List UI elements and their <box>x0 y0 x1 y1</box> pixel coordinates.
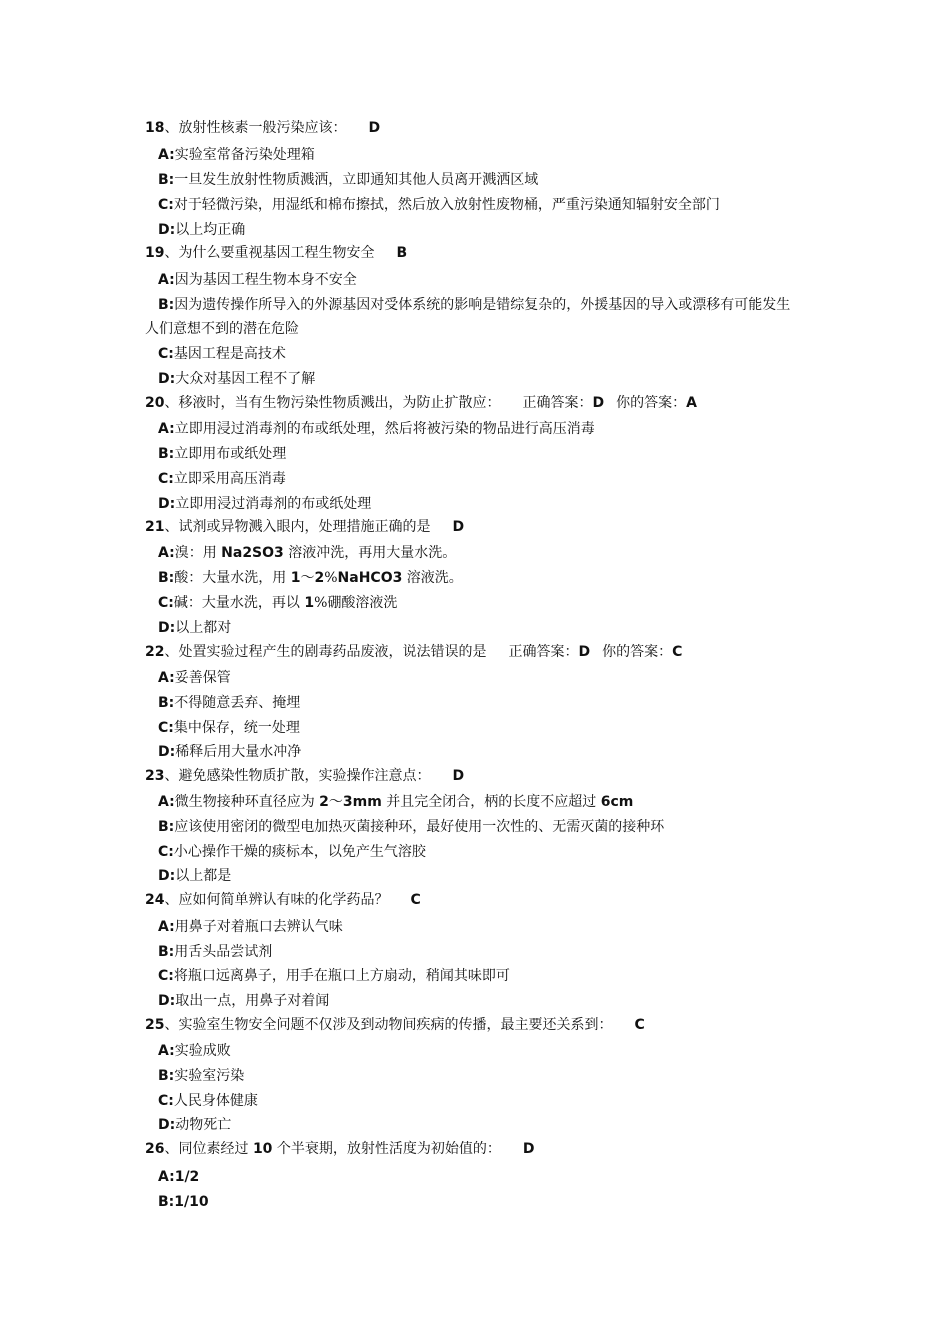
option-text: 碱：大量水洗，再以 <box>173 595 305 611</box>
chemical-formula: NaHCO3 <box>337 570 403 586</box>
option-text: 稀释后用大量水冲净 <box>175 744 302 760</box>
question-text: 、实验室生物安全问题不仅涉及到动物间疾病的传播，最主要还关系到： <box>164 1017 613 1033</box>
correct-answer-label: 正确答案： <box>522 395 593 411</box>
option-b <box>158 295 790 315</box>
option-letter: C: <box>158 346 174 362</box>
measurement: 6cm <box>600 794 634 810</box>
option-b <box>158 817 664 837</box>
option-letter: C: <box>158 1093 174 1109</box>
option-letter: A: <box>158 794 175 810</box>
question-20 <box>145 393 697 413</box>
option-text: 微生物接种环直径应为 <box>174 794 320 810</box>
option-text: 实验室常备污染处理箱 <box>174 147 315 163</box>
option-text: 立即用浸过消毒剂的布或纸处理，然后将被污染的物品进行高压消毒 <box>174 421 595 437</box>
option-text: ～ <box>300 570 315 586</box>
question-number: 24 <box>145 892 165 908</box>
option-b <box>158 1192 209 1212</box>
option-letter: D: <box>158 744 176 760</box>
option-text: 1/2 <box>174 1169 200 1185</box>
number: 1 <box>290 570 301 586</box>
option-letter: B: <box>158 819 175 835</box>
question-text: 、处置实验过程产生的剧毒药品废液，说法错误的是 <box>164 644 487 660</box>
option-letter: C: <box>158 720 174 736</box>
option-text: 以上均正确 <box>175 222 246 238</box>
option-text: 妥善保管 <box>174 670 231 686</box>
question-text: 、试剂或异物溅入眼内，处理措施正确的是 <box>164 519 431 535</box>
question-number: 25 <box>145 1017 165 1033</box>
question-26 <box>145 1139 535 1159</box>
option-letter: A: <box>158 421 175 437</box>
option-text: 动物死亡 <box>175 1117 232 1133</box>
question-text: 个半衰期，放射性活度为初始值的： <box>272 1141 501 1157</box>
chemical-formula: Na2SO3 <box>221 545 284 561</box>
option-d <box>158 991 329 1011</box>
option-letter: C: <box>158 471 174 487</box>
option-text: 人民身体健康 <box>173 1093 258 1109</box>
correct-answer-label: 正确答案： <box>508 644 579 660</box>
option-c <box>158 966 510 986</box>
question-number: 26 <box>145 1141 165 1157</box>
option-b <box>158 568 463 588</box>
option-letter: A: <box>158 1043 175 1059</box>
question-22 <box>145 642 682 662</box>
option-text: 溶液冲洗，再用大量水洗。 <box>283 545 457 561</box>
answer: D <box>592 395 605 411</box>
option-letter: C: <box>158 595 174 611</box>
answer: C <box>634 1017 645 1033</box>
option-text: 溴：用 <box>174 545 222 561</box>
option-text: 酸：大量水洗，用 <box>174 570 291 586</box>
option-d <box>158 494 371 514</box>
option-letter: C: <box>158 844 174 860</box>
option-text: 因为遗传操作所导入的外源基因对受体系统的影响是错综复杂的，外援基因的导入或漂移有可能发生 <box>174 297 791 313</box>
option-d <box>158 742 301 762</box>
option-c <box>158 593 397 613</box>
option-text: 立即用布或纸处理 <box>174 446 287 462</box>
option-text: 以上都是 <box>175 868 232 884</box>
option-c <box>158 344 286 364</box>
question-text: 、移液时，当有生物污染性物质溅出，为防止扩散应： <box>164 395 501 411</box>
option-text: 实验室污染 <box>174 1068 245 1084</box>
option-letter: A: <box>158 1169 175 1185</box>
question-number: 23 <box>145 768 165 784</box>
option-text: %硼酸溶液洗 <box>314 595 398 611</box>
question-number: 22 <box>145 644 165 660</box>
option-a <box>158 419 595 439</box>
option-d <box>158 369 315 389</box>
your-answer: A <box>686 395 697 411</box>
option-letter: C: <box>158 968 174 984</box>
option-text: % <box>324 570 338 586</box>
option-c <box>158 718 300 738</box>
option-d <box>158 866 231 886</box>
number: 1 <box>304 595 315 611</box>
option-a <box>158 1041 231 1061</box>
option-letter: A: <box>158 147 175 163</box>
option-c <box>158 195 720 215</box>
option-letter: B: <box>158 570 175 586</box>
option-b <box>158 942 272 962</box>
answer: D <box>452 768 465 784</box>
option-text: 溶液洗。 <box>402 570 463 586</box>
option-b <box>158 170 538 190</box>
your-answer-label: 你的答案： <box>602 644 673 660</box>
option-a <box>158 1167 199 1187</box>
question-number: 20 <box>145 395 165 411</box>
option-a <box>158 270 357 290</box>
option-b <box>158 444 286 464</box>
option-a <box>158 145 315 165</box>
option-text: 立即采用高压消毒 <box>173 471 286 487</box>
number: 10 <box>252 1141 273 1157</box>
option-text: 并且完全闭合，柄的长度不应超过 <box>381 794 601 810</box>
option-b-continued: 人们意想不到的潜在危险 <box>145 321 299 337</box>
option-a <box>158 543 456 563</box>
question-text: 、为什么要重视基因工程生物安全 <box>164 245 375 261</box>
question-number: 18 <box>145 120 165 136</box>
option-text: 立即用浸过消毒剂的布或纸处理 <box>175 496 372 512</box>
your-answer-label: 你的答案： <box>616 395 687 411</box>
option-d <box>158 1115 231 1135</box>
option-letter: B: <box>158 172 175 188</box>
option-text: 小心操作干燥的痰标本，以免产生气溶胶 <box>173 844 426 860</box>
question-number: 19 <box>145 245 165 261</box>
option-text: 用鼻子对着瓶口去辨认气味 <box>174 919 343 935</box>
question-text: 、放射性核素一般污染应该： <box>164 120 347 136</box>
measurement: 3mm <box>342 794 382 810</box>
option-letter: D: <box>158 371 176 387</box>
answer: D <box>452 519 465 535</box>
number: 2 <box>314 570 325 586</box>
option-letter: D: <box>158 496 176 512</box>
answer: D <box>368 120 381 136</box>
option-letter: D: <box>158 222 176 238</box>
option-text: 应该使用密闭的微型电加热灭菌接种环，最好使用一次性的、无需灭菌的接种环 <box>174 819 665 835</box>
question-text: 、同位素经过 <box>164 1141 253 1157</box>
option-letter: B: <box>158 297 175 313</box>
option-letter: D: <box>158 993 176 1009</box>
option-letter: B: <box>158 446 175 462</box>
your-answer: C <box>672 644 683 660</box>
question-25 <box>145 1015 645 1035</box>
option-text: 大众对基因工程不了解 <box>175 371 316 387</box>
option-a <box>158 668 231 688</box>
option-b <box>158 1066 244 1086</box>
option-c <box>158 469 286 489</box>
option-text: 一旦发生放射性物质溅洒，立即通知其他人员离开溅洒区域 <box>174 172 539 188</box>
option-letter: A: <box>158 670 175 686</box>
question-23 <box>145 766 464 786</box>
option-letter: A: <box>158 545 175 561</box>
option-c <box>158 1091 258 1111</box>
option-d <box>158 220 245 240</box>
option-text: 集中保存，统一处理 <box>173 720 300 736</box>
option-text: 取出一点，用鼻子对着闻 <box>175 993 330 1009</box>
option-text: ～ <box>328 794 343 810</box>
option-text: 以上都对 <box>175 620 232 636</box>
question-text: 、避免感染性物质扩散，实验操作注意点： <box>164 768 431 784</box>
option-text: 将瓶口远离鼻子，用手在瓶口上方扇动，稍闻其味即可 <box>173 968 510 984</box>
option-letter: A: <box>158 272 175 288</box>
option-text: 实验成败 <box>174 1043 231 1059</box>
option-b <box>158 693 300 713</box>
option-letter: A: <box>158 919 175 935</box>
option-letter: B: <box>158 1194 175 1210</box>
question-21 <box>145 517 464 537</box>
option-a <box>158 792 633 812</box>
option-letter: C: <box>158 197 174 213</box>
option-letter: D: <box>158 868 176 884</box>
number: 2 <box>319 794 329 810</box>
option-d <box>158 618 231 638</box>
option-a <box>158 917 343 937</box>
option-letter: D: <box>158 620 176 636</box>
question-24 <box>145 890 421 910</box>
question-number: 21 <box>145 519 165 535</box>
option-text: 对于轻微污染，用湿纸和棉布擦拭，然后放入放射性废物桶，严重污染通知辐射安全部门 <box>173 197 720 213</box>
question-19 <box>145 243 407 263</box>
option-text: 基因工程是高技术 <box>173 346 286 362</box>
answer: D <box>522 1141 535 1157</box>
question-18 <box>145 118 380 138</box>
option-letter: D: <box>158 1117 176 1133</box>
question-text: 、应如何简单辨认有味的化学药品？ <box>164 892 389 908</box>
answer: D <box>578 644 591 660</box>
option-letter: B: <box>158 695 175 711</box>
option-c <box>158 842 426 862</box>
option-text: 因为基因工程生物本身不安全 <box>174 272 357 288</box>
option-letter: B: <box>158 944 175 960</box>
option-letter: B: <box>158 1068 175 1084</box>
option-text: 用舌头品尝试剂 <box>174 944 273 960</box>
answer: B <box>396 245 408 261</box>
answer: C <box>410 892 421 908</box>
option-text: 1/10 <box>174 1194 209 1210</box>
option-text: 不得随意丢弃、掩埋 <box>174 695 301 711</box>
